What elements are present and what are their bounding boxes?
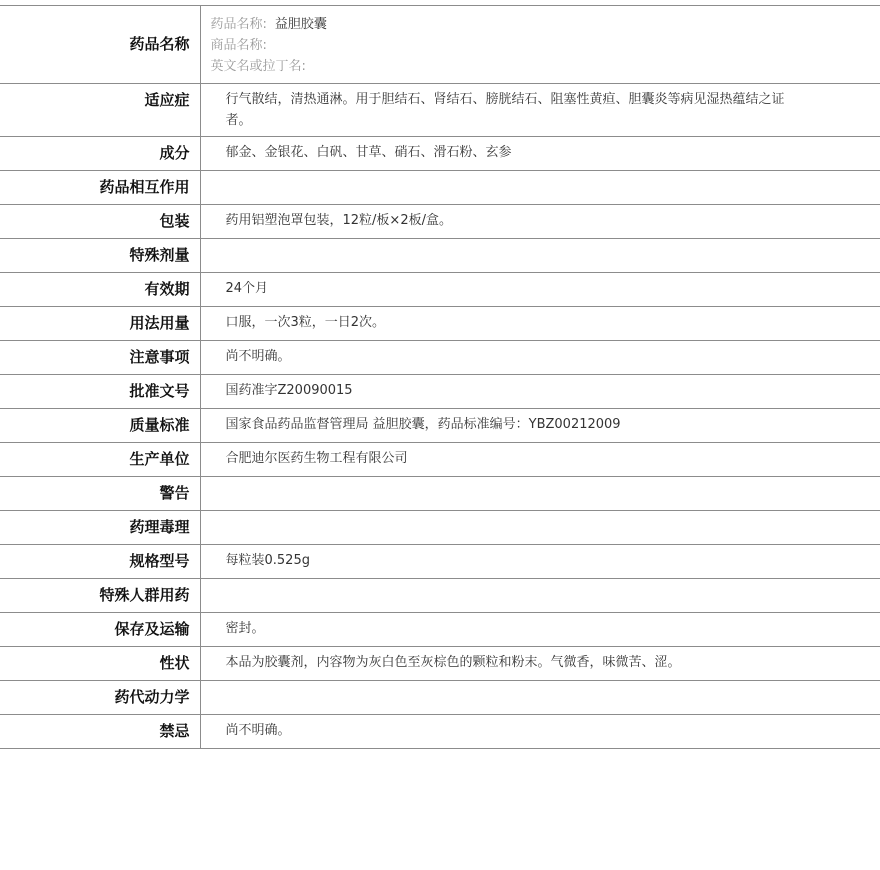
row-value: 合肥迪尔医药生物工程有限公司	[200, 443, 880, 477]
row-label: 用法用量	[0, 307, 200, 341]
english-name-key: 英文名或拉丁名:	[210, 59, 306, 74]
trade-name-key: 商品名称:	[210, 38, 267, 53]
generic-name-value: 益胆胶囊	[274, 17, 327, 32]
row-value: 每粒装0.525g	[200, 545, 880, 579]
table-row-special-dosage	[0, 239, 880, 273]
row-label: 警告	[0, 477, 200, 511]
table-row-manufacturer	[0, 443, 880, 477]
table-row-storage	[0, 613, 880, 647]
row-label: 特殊人群用药	[0, 579, 200, 613]
table-row-name	[0, 6, 880, 84]
row-label: 禁忌	[0, 715, 200, 749]
row-value: 郁金、金银花、白矾、甘草、硝石、滑石粉、玄参	[200, 137, 880, 171]
table-row-packaging	[0, 205, 880, 239]
row-label: 注意事项	[0, 341, 200, 375]
row-value: 本品为胶囊剂，内容物为灰白色至灰棕色的颗粒和粉末。气微香，味微苦、涩。	[200, 647, 880, 681]
row-value: 尚不明确。	[200, 341, 880, 375]
table-row-ingredients	[0, 137, 880, 171]
row-label: 药代动力学	[0, 681, 200, 715]
row-value	[200, 171, 880, 205]
row-label: 规格型号	[0, 545, 200, 579]
row-label: 有效期	[0, 273, 200, 307]
generic-name-key: 药品名称:	[210, 17, 267, 32]
row-label: 特殊剂量	[0, 239, 200, 273]
row-value: 行气散结，清热通淋。用于胆结石、肾结石、膀胱结石、阻塞性黄疸、胆囊炎等病见湿热蕴结之证者。	[200, 84, 880, 137]
generic-name-line	[211, 14, 791, 35]
row-value: 口服，一次3粒，一日2次。	[200, 307, 880, 341]
row-value: 药用铝塑泡罩包装，12粒/板×2板/盒。	[200, 205, 880, 239]
row-label: 适应症	[0, 84, 200, 137]
name-cell	[200, 6, 880, 84]
row-value: 24个月	[200, 273, 880, 307]
table-row-approval-number	[0, 375, 880, 409]
table-row-indications	[0, 84, 880, 137]
row-label: 保存及运输	[0, 613, 200, 647]
row-value: 国药准字Z20090015	[200, 375, 880, 409]
table-row-precautions	[0, 341, 880, 375]
row-value: 国家食品药品监督管理局 益胆胶囊，药品标准编号：YBZ00212009	[200, 409, 880, 443]
row-label: 成分	[0, 137, 200, 171]
table-row-pharmacokinetics	[0, 681, 880, 715]
table-row-warning	[0, 477, 880, 511]
row-label: 生产单位	[0, 443, 200, 477]
row-value: 尚不明确。	[200, 715, 880, 749]
row-label: 性状	[0, 647, 200, 681]
row-label: 包装	[0, 205, 200, 239]
table-row-quality-standard	[0, 409, 880, 443]
row-label: 药理毒理	[0, 511, 200, 545]
drug-info-table	[0, 5, 880, 749]
drug-info-sheet	[0, 5, 880, 749]
english-name-line	[211, 56, 791, 77]
row-value	[200, 511, 880, 545]
row-label: 药品名称	[0, 6, 200, 84]
table-row-interactions	[0, 171, 880, 205]
row-label: 质量标准	[0, 409, 200, 443]
row-label: 批准文号	[0, 375, 200, 409]
row-value: 密封。	[200, 613, 880, 647]
row-label: 药品相互作用	[0, 171, 200, 205]
row-value	[200, 579, 880, 613]
table-row-description	[0, 647, 880, 681]
table-row-usage	[0, 307, 880, 341]
table-row-shelf-life	[0, 273, 880, 307]
table-row-special-populations	[0, 579, 880, 613]
row-value	[200, 239, 880, 273]
table-row-contraindications	[0, 715, 880, 749]
row-value	[200, 681, 880, 715]
trade-name-line	[211, 35, 791, 56]
table-row-specification	[0, 545, 880, 579]
row-value	[200, 477, 880, 511]
table-row-pharmacology	[0, 511, 880, 545]
